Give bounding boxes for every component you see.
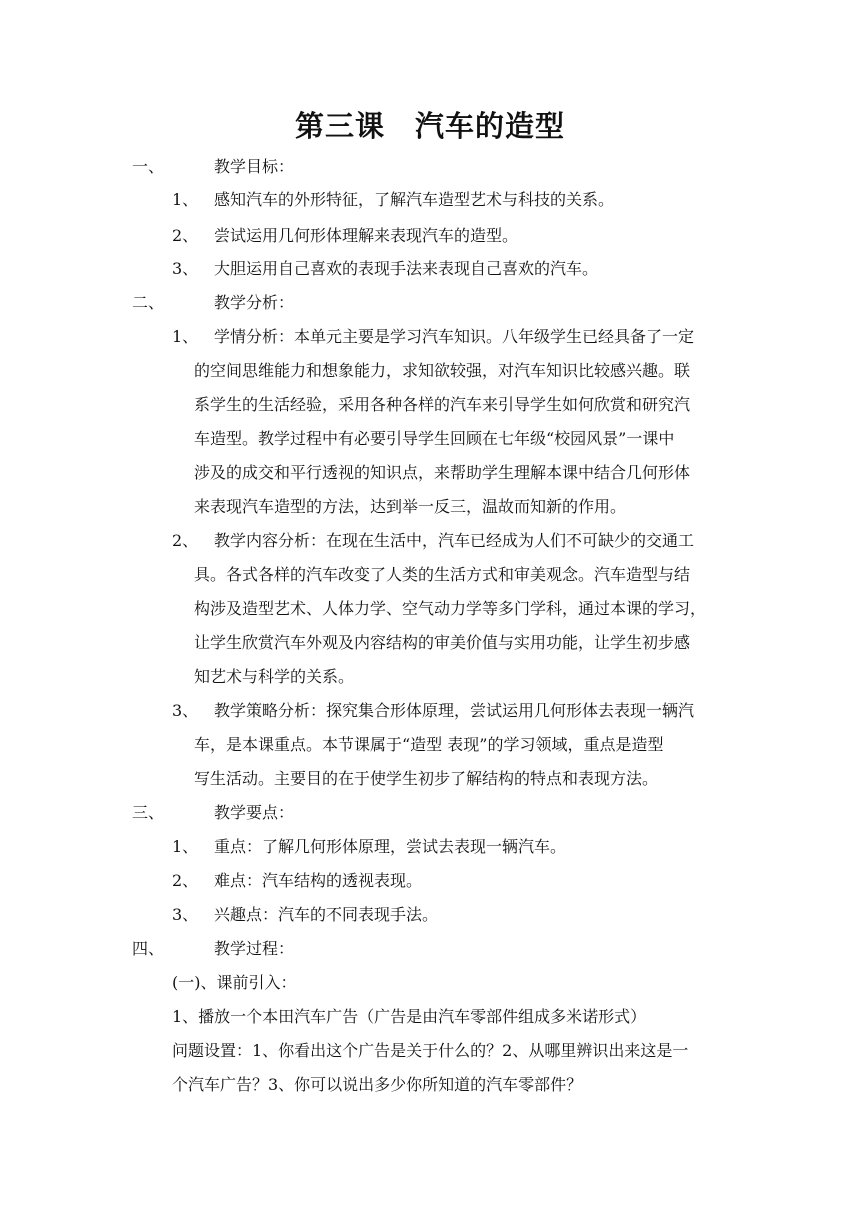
s3-item-2-text: 难点：汽车结构的透视表现。 — [214, 871, 423, 890]
section-4-heading: 教学过程： — [214, 939, 295, 958]
s2-item-2-line-2: 具。各式各样的汽车改变了人类的生活方式和审美观念。汽车造型与结 — [194, 565, 691, 584]
s1-item-1-text: 感知汽车的外形特征，了解汽车造型艺术与科技的关系。 — [214, 190, 615, 209]
s3-item-3-number: 3、 — [172, 905, 199, 924]
s2-item-3-line-1: 教学策略分析：探究集合形体原理，尝试运用几何形体去表现一辆汽 — [214, 701, 695, 720]
s1-item-1-number: 1、 — [172, 190, 199, 209]
s4-paragraph-3: 个汽车广告？3、你可以说出多少你所知道的汽车零部件？ — [172, 1075, 583, 1094]
s1-item-2-text: 尝试运用几何形体理解来表现汽车的造型。 — [214, 226, 519, 245]
section-3-heading: 教学要点： — [214, 803, 295, 822]
s4-paragraph-1: 1、播放一个本田汽车广告（广告是由汽车零部件组成多米诺形式） — [172, 1007, 647, 1026]
s2-item-1-line-3: 系学生的生活经验，采用各种各样的汽车来引导学生如何欣赏和研究汽 — [194, 395, 691, 414]
page-title: 第三课 汽车的造型 — [294, 109, 565, 143]
s2-item-1-line-2: 的空间思维能力和想象能力，求知欲较强，对汽车知识比较感兴趣。联 — [194, 361, 691, 380]
s3-item-3-text: 兴趣点：汽车的不同表现手法。 — [214, 905, 439, 924]
s2-item-1-line-6: 来表现汽车造型的方法，达到举一反三，温故而知新的作用。 — [194, 497, 627, 516]
s3-item-2-number: 2、 — [172, 871, 199, 890]
s1-item-2-number: 2、 — [172, 226, 199, 245]
s2-item-2-number: 2、 — [172, 531, 199, 550]
s1-item-3-text: 大胆运用自己喜欢的表现手法来表现自己喜欢的汽车。 — [214, 259, 599, 278]
section-3-number: 三、 — [132, 803, 165, 822]
s2-item-2-line-1: 教学内容分析：在现在生活中，汽车已经成为人们不可缺少的交通工 — [214, 531, 695, 550]
section-1-heading: 教学目标： — [214, 157, 295, 176]
section-4-number: 四、 — [132, 939, 165, 958]
s2-item-2-line-3: 构涉及造型艺术、人体力学、空气动力学等多门学科，通过本课的学习， — [194, 599, 707, 618]
s3-item-1-text: 重点：了解几何形体原理，尝试去表现一辆汽车。 — [214, 837, 567, 856]
section-1-number: 一、 — [132, 157, 165, 176]
s2-item-2-line-5: 知艺术与科学的关系。 — [194, 667, 355, 686]
s2-item-1-line-4: 车造型。教学过程中有必要引导学生回顾在七年级“校园风景”一课中 — [194, 429, 675, 448]
s1-item-3-number: 3、 — [172, 259, 199, 278]
s2-item-1-line-1: 学情分析：本单元主要是学习汽车知识。八年级学生已经具备了一定 — [214, 327, 695, 346]
s2-item-3-line-3: 写生活动。主要目的在于使学生初步了解结构的特点和表现方法。 — [194, 769, 659, 788]
s4-paragraph-2: 问题设置：1、你看出这个广告是关于什么的？2、从哪里辨识出来这是一 — [172, 1041, 689, 1060]
s2-item-3-number: 3、 — [172, 701, 199, 720]
section-2-heading: 教学分析： — [214, 293, 295, 312]
s2-item-3-line-2: 车，是本课重点。本节课属于“造型 表现”的学习领域，重点是造型 — [194, 735, 664, 754]
s2-item-2-line-4: 让学生欣赏汽车外观及内容结构的审美价值与实用功能，让学生初步感 — [194, 633, 691, 652]
s2-item-1-line-5: 涉及的成交和平行透视的知识点，来帮助学生理解本课中结合几何形体 — [194, 463, 691, 482]
section-2-number: 二、 — [132, 293, 165, 312]
s3-item-1-number: 1、 — [172, 837, 199, 856]
s2-item-1-number: 1、 — [172, 327, 199, 346]
s4-subheading: (一)、课前引入： — [172, 973, 297, 992]
